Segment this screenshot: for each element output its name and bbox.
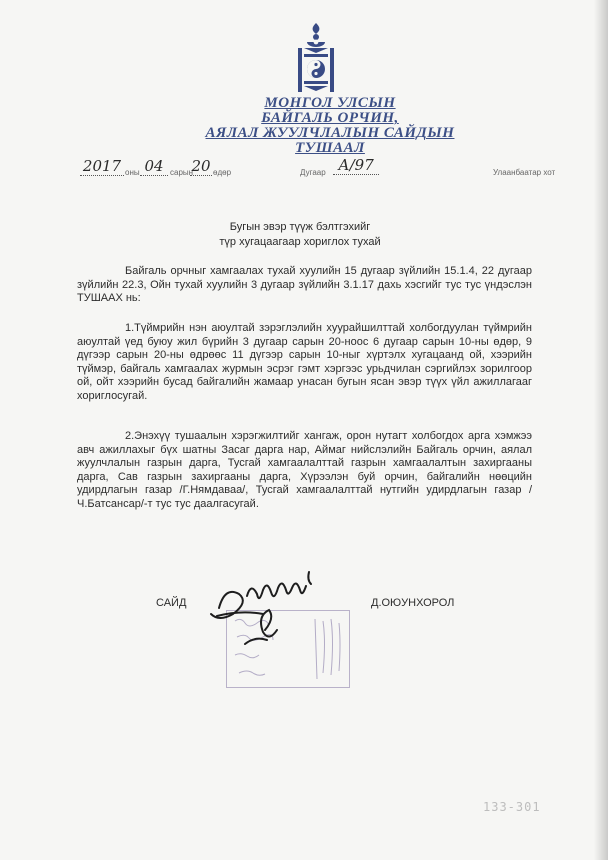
page-edge-shadow <box>594 0 608 860</box>
handwritten-signature-icon <box>205 566 335 646</box>
order-month: 04 <box>140 157 168 176</box>
order-day: 20 <box>191 157 211 175</box>
header-line-4: ТУШААЛ <box>295 140 365 156</box>
number-label: Дугаар <box>300 168 326 177</box>
preamble-paragraph: Байгаль орчныг хамгаалах тухай хуулийн 15 дугаар зүйлийн 15.1.4, 22 дугаар зүйлийн 22.3, Ойн тухай хуулийн 3 дугаар зүйлийн 3.1.17 дахь хэсгийг тус тус үндэслэн ТУШААХ нь: <box>77 265 532 305</box>
year-label: оны <box>125 168 140 177</box>
signature-title: САЙД <box>156 597 187 609</box>
header-line-2: БАЙГАЛЬ ОРЧИН, <box>261 110 399 126</box>
order-item-2: 2.Энэхүү тушаалын хэрэгжилтийг хангаж, орон нутагт холбогдох арга хэмжээ авч ажиллахыг бүх шатны Засаг дарга нар, Аймаг нийслэлийн Байгаль орчин, аялал жуулчлалын газрын дарга, Тусгай хамгаалалттай газрын хамгаалалтын захиргааны дарга, Сав газрын захиргааны дарга, Хүрээлэн буй орчин, байгалийн нөөцийн удирдлагын газар /Г.Нямдаваа/, Тусгай хамгаалалттай нутгийн удирдлагын газар /Ч.Батсансар/-т тус тус даалгасугай. <box>77 430 532 510</box>
order-item-1: 1.Түймрийн нэн аюултай зэрэглэлийн хуурайшилттай холбогдуулан түймрийн аюултай үед буюу жил бүрийн 3 дугаар сарын 20-ноос 6 дугаар сарын 10-ны өдөр, 9 дүгээр сарын 20-ны өдрөөс 11 дүгээр сарын 10-ныг хүртэлх хугацаанд ой, хээрийн түймэр, байгаль хамгаалах журмын эсрэг гэмт хэргээс урьдчилан сэргийлэх зорилгоор ой, ойт хээрийн бусад байгалийн жамаар унасан бугын ясан эвэр түүх үйл ажиллагааг хориглосугай. <box>77 322 532 402</box>
order-number: А/97 <box>333 156 379 175</box>
header-line-1: МОНГОЛ УЛСЫН <box>264 95 396 111</box>
city-label: Улаанбаатар хот <box>493 168 556 177</box>
order-year: 2017 <box>80 157 124 176</box>
page-code: 133-301 <box>483 800 541 814</box>
header-line-3: АЯЛАЛ ЖУУЛЧЛАЛЫН САЙДЫН <box>205 125 455 141</box>
day-label: өдөр <box>213 168 232 177</box>
subject-line-1: Бугын эвэр түүж бэлтгэхийг <box>229 221 371 233</box>
minister-name: Д.ОЮУНХОРОЛ <box>371 597 455 609</box>
soyombo-emblem-icon <box>294 22 338 94</box>
subject-line-2: түр хугацаагаар хориглох тухай <box>219 236 381 248</box>
month-label: сарын <box>170 168 194 177</box>
